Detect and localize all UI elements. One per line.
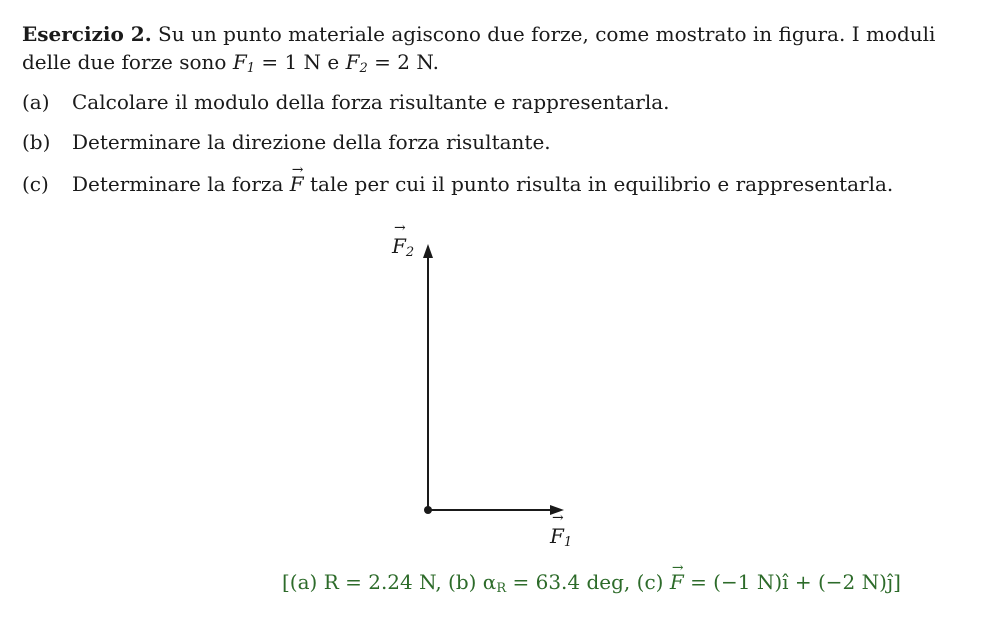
part-c-vector-f: → F: [290, 172, 304, 196]
answer-vector-f: → F: [670, 570, 684, 594]
part-a-text: Calcolare il modulo della forza risultante e rappresentarla.: [72, 90, 670, 114]
answer-part-1: [(a) R = 2.24 N, (b) α: [282, 570, 497, 594]
f1-value: = 1 N: [261, 50, 322, 74]
f2-value: = 2 N.: [374, 50, 439, 74]
part-c-text-after: tale per cui il punto risulta in equilibrio e rappresentarla.: [309, 172, 894, 196]
part-b-label: (b): [22, 130, 51, 154]
f2-arrowhead: [423, 244, 433, 258]
exercise-title: Esercizio 2.: [22, 22, 152, 46]
part-c-text-before: Determinare la forza: [72, 172, 284, 196]
conjunction: e: [327, 50, 340, 74]
answer-line: [282, 570, 901, 601]
material-point: [424, 506, 432, 514]
f2-figure-label: → $F_2$: [392, 234, 414, 260]
f1-symbol: $F_1$: [232, 50, 255, 76]
f1-figure-label: → $F_1$: [550, 524, 572, 550]
part-a-label: (a): [22, 90, 50, 114]
answer-part-2: = 63.4 deg, (c): [512, 570, 664, 594]
exercise-intro-2: delle due forze sono: [22, 50, 227, 74]
f2-symbol: $F_2$: [345, 50, 368, 76]
part-c-label: (c): [22, 172, 49, 196]
answer-alpha-sub: R: [496, 581, 507, 596]
part-b-text: Determinare la direzione della forza risultante.: [72, 130, 551, 154]
answer-part-3: = (−1 N)ı̂ + (−2 N)ȷ̂]: [690, 570, 901, 594]
exercise-intro-1: Su un punto materiale agiscono due forze, come mostrato in figura. I moduli: [158, 22, 936, 46]
